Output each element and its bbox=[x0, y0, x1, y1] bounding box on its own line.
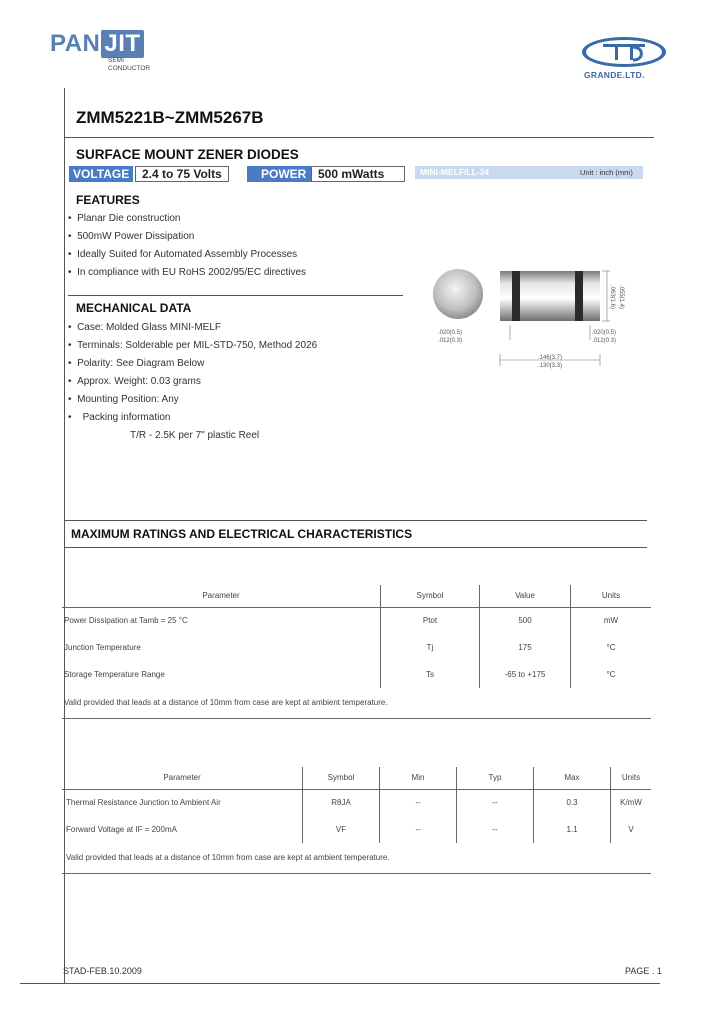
dim-length-bottom: .130(3.3) bbox=[537, 363, 563, 369]
power-label: POWER bbox=[247, 166, 320, 182]
package-diagram bbox=[430, 262, 630, 377]
device-description: SURFACE MOUNT ZENER DIODES bbox=[76, 147, 299, 162]
mechanical-item: • Polarity: See Diagram Below bbox=[68, 358, 205, 369]
anode-band-icon bbox=[575, 271, 583, 321]
package-label: MINI-MELF/LL-34 bbox=[420, 167, 489, 177]
dim-diameter-top: .063(1.6) bbox=[609, 284, 615, 310]
ratings-top-divider bbox=[64, 520, 647, 521]
dim-left-top: .020(0.5) bbox=[438, 330, 463, 336]
power-value: 500 mWatts bbox=[311, 166, 405, 182]
table-note: Valid provided that leads at a distance of 10mm from case are kept at ambient temperature. bbox=[66, 853, 390, 863]
features-list bbox=[68, 213, 398, 285]
col-max: Max bbox=[534, 767, 611, 789]
dim-diameter-bottom: .055(1.4) bbox=[618, 284, 624, 310]
col-typ: Typ bbox=[457, 767, 534, 789]
packing-detail: T/R - 2.5K per 7" plastic Reel bbox=[130, 430, 260, 441]
voltage-value: 2.4 to 75 Volts bbox=[135, 166, 229, 182]
feature-item: • In compliance with EU RoHS 2002/95/EC directives bbox=[68, 267, 307, 278]
mechanical-item: • Terminals: Solderable per MIL-STD-750, Method 2026 bbox=[68, 340, 318, 351]
ratings-table bbox=[62, 585, 651, 719]
grande-ltd-text: GRANDE.LTD. bbox=[584, 70, 645, 80]
grande-logo-icon bbox=[581, 36, 667, 68]
table-row: Junction Temperature Tj 175 °C bbox=[62, 634, 651, 661]
table-note: Valid provided that leads at a distance of 10mm from case are kept at ambient temperature. bbox=[64, 698, 388, 708]
mechanical-item: • Packing information bbox=[68, 412, 171, 423]
table-row: Forward Voltage at IF = 200mA VF -- -- 1.1 V bbox=[62, 816, 651, 843]
title-divider bbox=[64, 137, 654, 138]
table-row: Power Dissipation at Tamb = 25 °C Ptot 500 mW bbox=[62, 607, 651, 634]
table-note-row bbox=[62, 688, 651, 718]
feature-item: • Ideally Suited for Automated Assembly Processes bbox=[68, 249, 298, 260]
ratings-heading: MAXIMUM RATINGS AND ELECTRICAL CHARACTERISTICS bbox=[71, 527, 413, 541]
dim-length-top: .146(3.7) bbox=[537, 355, 563, 361]
characteristics-table bbox=[62, 767, 651, 874]
table-header-row bbox=[62, 585, 651, 607]
col-parameter: Parameter bbox=[62, 585, 381, 607]
table-row: Storage Temperature Range Ts -65 to +175 °C bbox=[62, 661, 651, 688]
col-symbol: Symbol bbox=[381, 585, 480, 607]
part-number-title: ZMM5221B~ZMM5267B bbox=[76, 108, 264, 127]
voltage-label: VOLTAGE bbox=[69, 166, 133, 182]
ratings-bottom-divider bbox=[64, 547, 647, 548]
dim-right-bottom: .012(0.3) bbox=[592, 338, 617, 344]
feature-item: • 500mW Power Dissipation bbox=[68, 231, 195, 242]
mechanical-item: • Case: Molded Glass MINI-MELF bbox=[68, 322, 221, 333]
col-units: Units bbox=[621, 773, 641, 783]
col-units: Units bbox=[601, 591, 621, 601]
mechanical-item: • Approx. Weight: 0.03 grams bbox=[68, 376, 201, 387]
mechanical-item: • Mounting Position: Any bbox=[68, 394, 179, 405]
col-value: Value bbox=[480, 585, 571, 607]
logo-semiconductor bbox=[108, 57, 150, 73]
dim-right-top: .020(0.5) bbox=[592, 330, 617, 336]
feature-item: • Planar Die construction bbox=[68, 213, 181, 224]
dim-left-bottom: .012(0.3) bbox=[438, 338, 463, 344]
mechanical-divider bbox=[68, 295, 403, 296]
unit-label: Unit : inch (mm) bbox=[580, 168, 633, 177]
mechanical-heading: MECHANICAL DATA bbox=[76, 301, 192, 315]
features-heading: FEATURES bbox=[76, 193, 140, 207]
col-parameter: Parameter bbox=[62, 767, 303, 789]
logo-pan-text: PAN bbox=[50, 30, 101, 57]
table-header-row bbox=[62, 767, 651, 789]
end-view-icon bbox=[433, 269, 483, 319]
col-min: Min bbox=[380, 767, 457, 789]
table-row: Thermal Resistance Junction to Ambient Air RθJA -- -- 0.3 K/mW bbox=[62, 789, 651, 816]
footer-date: STAD-FEB.10.2009 bbox=[63, 966, 142, 976]
logo-semi-text: SEMI bbox=[108, 57, 124, 64]
footer-page: PAGE . 1 bbox=[625, 966, 662, 976]
cathode-band-icon bbox=[512, 271, 520, 321]
panjit-logo bbox=[50, 30, 144, 58]
logo-conductor-text: CONDUCTOR bbox=[108, 65, 151, 72]
table-note-row bbox=[62, 843, 651, 873]
mechanical-list bbox=[68, 322, 408, 448]
col-symbol: Symbol bbox=[303, 767, 380, 789]
logo-jit-text: JIT bbox=[101, 30, 143, 58]
footer-divider bbox=[20, 983, 660, 984]
